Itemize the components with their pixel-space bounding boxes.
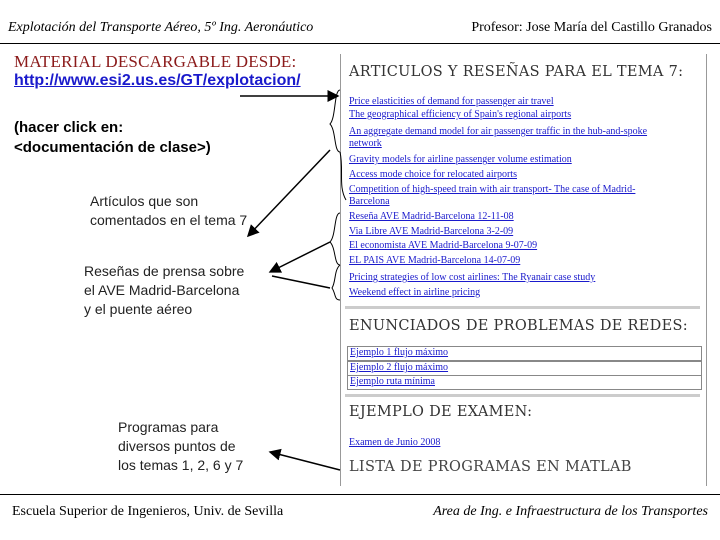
article-link[interactable]: Access mode choice for relocated airports (349, 169, 517, 180)
articles-inner-brace (340, 152, 346, 200)
annotation-line: el AVE Madrid-Barcelona (84, 282, 240, 298)
press-link[interactable]: El economista AVE Madrid-Barcelona 9-07-09 (349, 240, 538, 251)
press-link[interactable]: Reseña AVE Madrid-Barcelona 12-11-08 (349, 211, 514, 222)
press-link[interactable]: EL PAIS AVE Madrid-Barcelona 14-07-09 (349, 255, 521, 266)
press-link[interactable]: Weekend effect in airline pricing (349, 287, 481, 298)
school-name: Escuela Superior de Ingenieros, Univ. de Sevilla (12, 504, 284, 519)
annotation-line: diversos puntos de (118, 438, 236, 454)
annotation-line: comentados en el tema 7 (90, 212, 248, 228)
article-link[interactable]: Price elasticities of demand for passenger air travel (349, 96, 554, 107)
articles-heading: ARTICULOS Y RESEÑAS PARA EL TEMA 7: (349, 64, 684, 80)
annotation-line: y el puente aéreo (84, 301, 193, 317)
article-link[interactable]: An aggregate demand model for air passenger traffic in the hub-and-spoke (349, 126, 648, 137)
material-url-link[interactable]: http://www.esi2.us.es/GT/explotacion/ (14, 72, 301, 89)
annotation-line: Reseñas de prensa sobre (84, 263, 245, 279)
problems-heading: ENUNCIADOS DE PROBLEMAS DE REDES: (349, 318, 688, 334)
press-arrow-2 (272, 276, 330, 288)
click-line-1: (hacer click en: (14, 119, 124, 136)
article-link[interactable]: Competition of high-speed train with air transport- The case of Madrid- (349, 184, 636, 195)
article-link[interactable]: Barcelona (349, 196, 390, 207)
press-link[interactable]: Via Libre AVE Madrid-Barcelona 3-2-09 (349, 226, 514, 237)
articles-brace (330, 90, 340, 152)
professor-name: Profesor: Jose María del Castillo Granados (471, 20, 712, 35)
article-link[interactable]: network (349, 138, 382, 149)
annotation-line: Artículos que son (90, 193, 199, 209)
press-link[interactable]: Pricing strategies of low cost airlines: The Ryanair case study (349, 272, 596, 283)
programs-arrow (270, 452, 340, 470)
matlab-heading: LISTA DE PROGRAMAS EN MATLAB (349, 459, 632, 475)
exam-link[interactable]: Examen de Junio 2008 (349, 437, 441, 448)
annotation-line: Programas para (118, 419, 219, 435)
material-title: MATERIAL DESCARGABLE DESDE: (14, 52, 297, 71)
articles-arrow (248, 150, 330, 236)
press-inner-brace (332, 265, 340, 300)
article-link[interactable]: The geographical efficiency of Spain's regional airports (349, 109, 572, 120)
problem-link[interactable]: Ejemplo ruta mínima (350, 376, 435, 387)
problem-link[interactable]: Ejemplo 1 flujo máximo (350, 347, 449, 358)
article-link[interactable]: Gravity models for airline passenger volume estimation (349, 154, 572, 165)
course-title: Explotación del Transporte Aéreo, 5º Ing. Aeronáutico (8, 20, 314, 35)
department-name: Area de Ing. e Infraestructura de los Transportes (433, 504, 708, 519)
exam-heading: EJEMPLO DE EXAMEN: (349, 404, 533, 420)
footer-divider (0, 494, 720, 495)
press-brace (330, 213, 340, 265)
problem-link[interactable]: Ejemplo 2 flujo máximo (350, 362, 449, 373)
click-line-2: <documentación de clase>) (14, 139, 211, 156)
press-arrow (270, 242, 330, 272)
annotation-line: los temas 1, 2, 6 y 7 (118, 457, 244, 473)
